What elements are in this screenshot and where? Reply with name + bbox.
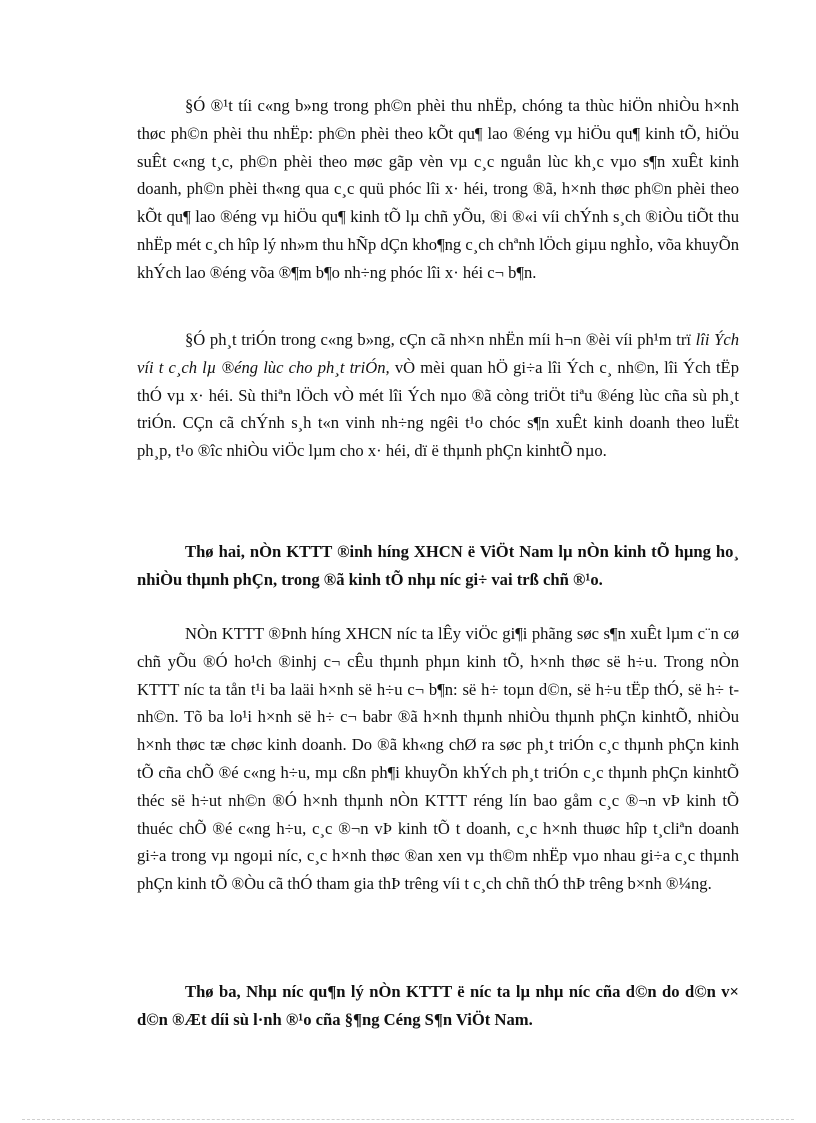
paragraph-development-italic: lîi Ých víi t c¸ch lµ ®éng lùc cho ph¸t triÓn, (137, 330, 739, 377)
paragraph-distribution: §Ó ®¹t tíi c«ng b»ng trong ph©n phèi thu nhËp, chóng ta thùc hiÖn nhiÒu h×nh thøc ph©n phèi thu nhËp: ph©n phèi theo kÕt qu¶ lao ®éng vµ hiÖu qu¶ kinh tÕ, hiÖu suÊt c«ng t¸c, ph©n phèi theo møc gãp vèn vµ c¸c nguån lùc kh¸c vµo s¶n xuÊt kinh doanh, ph©n phèi th«ng qua c¸c quü phóc lîi x· héi, trong ®ã, h×nh thøc ph©n phèi theo kÕt qu¶ lao ®éng vµ hiÖu qu¶ kinh tÕ lµ chñ yÕu, ®i ®«i víi chÝnh s¸ch ®iÒu tiÕt thu nhËp mét c¸ch hîp lý nh»m thu hÑp dÇn kho¶ng c¸ch chªnh lÖch giµu nghÌo, võa khuyÕn khÝch lao ®éng võa ®¶m b¶o nh÷ng phóc lîi x· héi c¬ b¶n. (137, 96, 739, 282)
paragraph-ownership: NÒn KTTT ®Þnh híng XHCN níc ta lÊy viÖc gi¶i phãng søc s¶n xuÊt lµm c¨n cø chñ yÕu ®Ó ho¹ch ®inhj c¬ cÊu thµnh phµn kinh tÕ, h×nh thøc së h÷u. Trong nÒn KTTT níc ta tån t¹i ba laäi h×nh së h÷u c¬ b¶n: së h÷ toµn d©n, së h÷u tËp thÓ, së h÷ t nh©n. Tõ ba lo¹i h×nh së h÷ c¬ babr ®ã h×nh thµnh nhiÒu thµnh phÇn kinhtÕ, nhiÒu h×nh thøc tæ chøc kinh doanh. Do ®ã kh«ng chØ ra søc ph¸t triÓn c¸c thµnh phÇn kinh tÕ cña chÕ ®é c«ng h÷u, mµ cßn ph¶i khuyÕn khÝch ph¸t triÓn c¸c thµnh phÇn kinhtÕ théc së h÷ut nh©n ®Ó h×nh thµnh nÒn KTTT réng lín bao gåm c¸c ®¬n vÞ kinh tÕ thuéc chÕ ®é c«ng h÷u, c¸c ®¬n vÞ kinh tÕ t doanh, c¸c h×nh thuøc hîp t¸cliªn doanh gi÷a trong vµ ngoµi níc, c¸c h×nh thøc ®an xen vµ th©m nhËp vµo nhau gi÷a c¸c thµnh phÇn kinh tÕ ®Òu cã thÓ tham gia thÞ trêng víi t c¸ch chñ thÓ thÞ trêng b×nh ®¼ng. (137, 624, 739, 894)
paragraph-development (137, 326, 739, 465)
page-bottom-divider (22, 1119, 794, 1120)
heading-third-point: Thø ba, Nhµ níc qu¶n lý nÒn KTTT ë níc ta lµ nhµ níc cña d©n do d©n v× d©n ®Æt díi sù l·nh ®¹o cña §¶ng Céng S¶n ViÖt Nam. (137, 982, 739, 1029)
heading-second-point: Thø hai, nÒn KTTT ®inh híng XHCN ë ViÖt Nam lµ nÒn kinh tÕ hµng ho¸ nhiÒu thµnh phÇn, trong ®ã kinh tÕ nhµ níc gi÷ vai trß chñ ®¹o. (137, 542, 739, 589)
paragraph-development-text-end: vÒ mèi quan hÖ gi÷a lîi Ých c¸ nh©n, lîi Ých tËp thÓ vµ x· héi. Sù thiªn lÖch vÒ mét lîi Ých nµo ®ã còng triÖt tiªu ®éng lùc cña sù ph¸t triÓn. CÇn cã chÝnh s¸h t«n vinh nh÷ng ngêi t¹o chóc s¶n xuÊt kinh doanh theo luËt ph¸p, t¹o ®îc nhiÒu viÖc lµm cho x· héi, dï ë thµnh phÇn kinhtÕ nµo. (137, 357, 739, 461)
paragraph-development-text-start: §Ó ph¸t triÓn trong c«ng b»ng, cÇn cã nh×n nhËn míi h¬n ®èi víi ph¹m trï (185, 330, 696, 349)
